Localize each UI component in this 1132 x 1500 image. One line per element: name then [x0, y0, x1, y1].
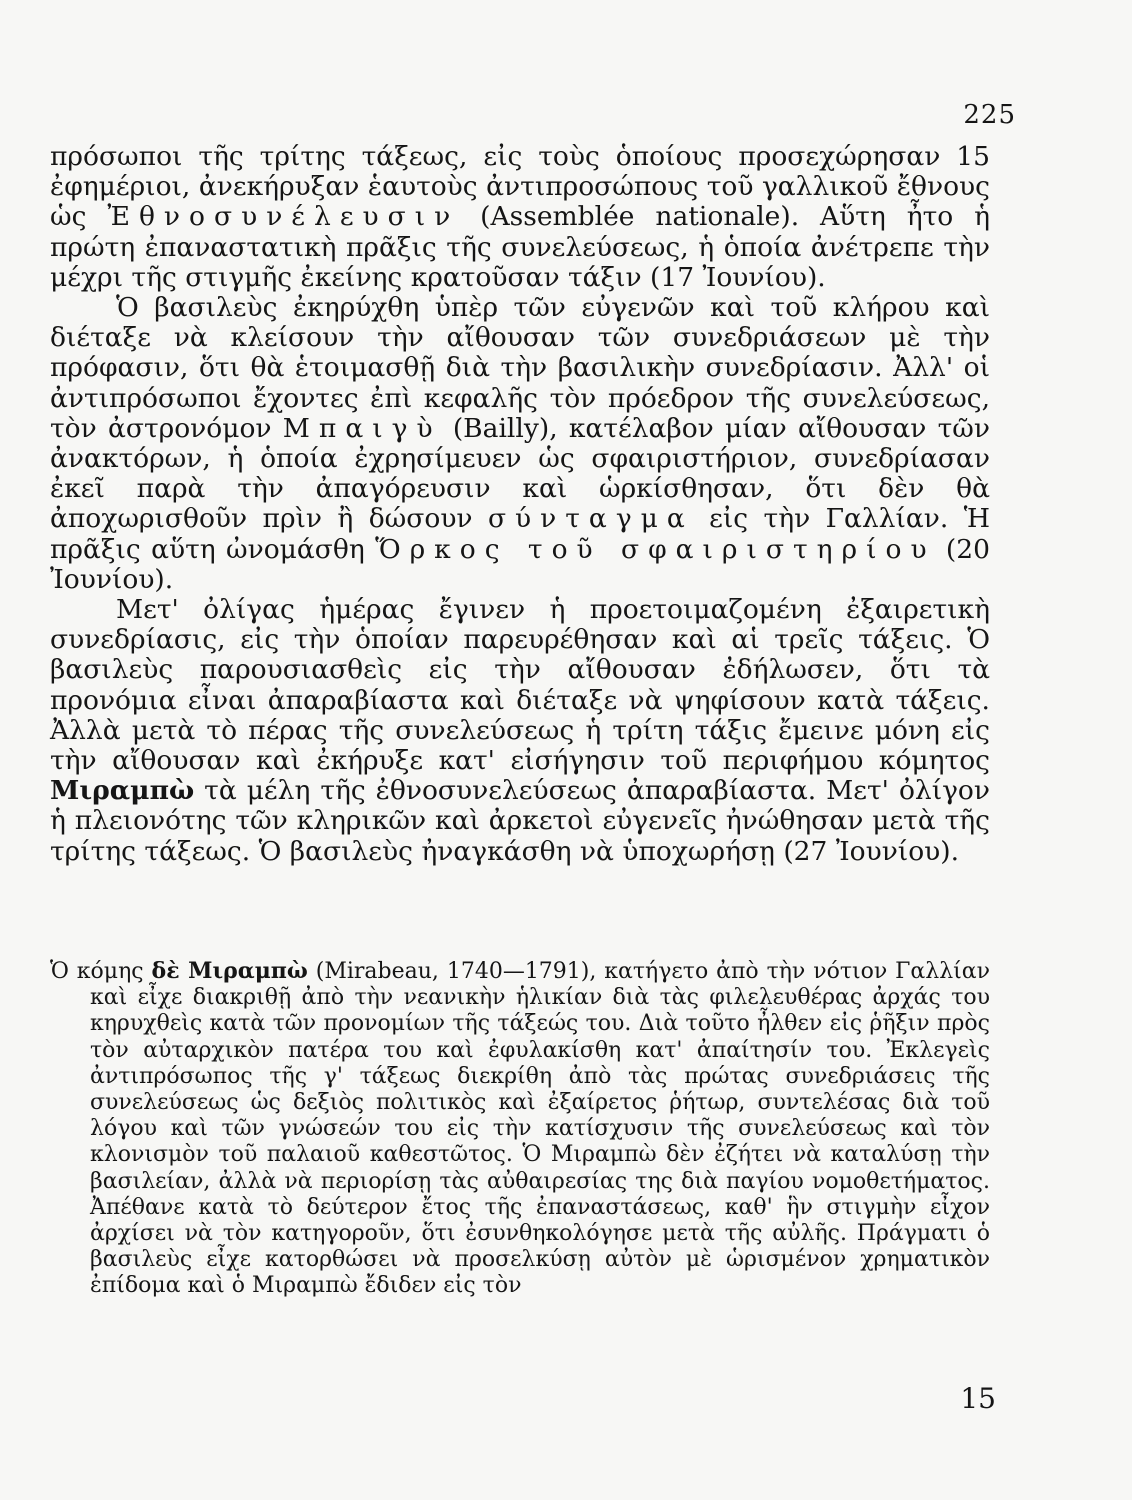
- spaced-term-oath: Ὅρκος τοῦ σφαιριστηρίου: [375, 533, 936, 565]
- paragraph-3-text-b: τὰ μέλη τῆς ἐθνοσυνελεύσεως ἀπαραβίαστα. Μετ' ὀλίγον ἡ πλειονότης τῶν κληρικῶν καὶ ἀρκετοὶ εὐγενεῖς ἠνώθησαν μετὰ τῆς τρίτης τάξεως. Ὁ βασιλεὺς ἠναγκάσθη νὰ ὑποχωρήσῃ (27 Ἰουνίου).: [50, 775, 990, 867]
- paragraph-2-text-b: (Bailly), κατέλαβον μίαν αἴθουσαν τῶν ἀνακτόρων, ἡ ὁποία ἐχρησίμευεν ὡς σφαιριστήριον, συνεδρίασαν ἐκεῖ παρὰ τὴν ἀπαγόρευσιν καὶ ὡρκίσθησαν, ὅτι δὲν θὰ ἀποχωρισθοῦν πρὶν ἢ δώσουν: [50, 412, 990, 535]
- footnote-bold-term: δὲ Μιραμπὼ: [151, 958, 308, 984]
- paragraph-2: [50, 293, 990, 595]
- paragraph-1: [50, 142, 990, 293]
- paragraph-1-text-b: (Assemblée nationale). Αὕτη ἦτο ἡ πρώτη ἐπαναστατικὴ πρᾶξις τῆς συνελεύσεως, ἡ ὁποία ἀνέτρεπε τὴν μέχρι τῆς στιγμῆς ἐκείνης κρατοῦσαν τάξιν (17 Ἰουνίου).: [50, 201, 991, 293]
- footnote: [50, 958, 990, 1300]
- bold-term-mirabeau: Μιραμπὼ: [50, 775, 195, 807]
- paragraph-2-text-a: Ὁ βασιλεὺς ἐκηρύχθη ὑπὲρ τῶν εὐγενῶν καὶ τοῦ κλήρου καὶ διέταξε νὰ κλείσουν τὴν αἴθουσαν τῶν συνεδριάσεων μὲ τὴν πρόφασιν, ὅτι θὰ ἑτοιμασθῇ διὰ τὴν βασιλικὴν συνεδρίασιν. Ἀλλ' οἱ ἀντιπρόσωποι ἔχοντες ἐπὶ κεφαλῆς τὸν πρόεδρον τῆς συνελεύσεως, τὸν ἀστρονόμον: [50, 292, 990, 444]
- paragraph-2-text-d: (20 Ἰουνίου).: [50, 533, 990, 595]
- footnote-text-a: Ὁ κόμης: [50, 959, 152, 984]
- footnote-text-b: (Mirabeau, 1740—1791), κατήγετο ἀπὸ τὴν νότιον Γαλλίαν καὶ εἶχε διακριθῇ ἀπὸ τὴν νεανικὴν ἡλικίαν διὰ τὰς φιλελευθέρας ἀρχάς του κηρυχθεὶς κατὰ τῶν προνομίων τῆς τάξεώς του. Διὰ τοῦτο ἦλθεν εἰς ῥῆξιν πρὸς τὸν αὐταρχικὸν πατέρα του καὶ ἐφυλακίσθη κατ' ἀπαίτησίν του. Ἐκλεγεὶς ἀντιπρόσωπος τῆς γ' τάξεως διεκρίθη ἀπὸ τὰς πρώτας συνεδριάσεις τῆς συνελεύσεως ὡς δεξιὸς πολιτικὸς καὶ ἐξαίρετος ῥήτωρ, συντελέσας διὰ τοῦ λόγου καὶ τῶν γνώσεών του εἰς τὴν κατίσχυσιν τῆς συνελεύσεως καὶ τὸν κλονισμὸν τοῦ παλαιοῦ καθεστῶτος. Ὁ Μιραμπὼ δὲν ἐζήτει νὰ καταλύσῃ τὴν βασιλείαν, ἀλλὰ νὰ περιορίσῃ τὰς αὐθαιρεσίας της διὰ παγίου νομοθετήματος. Ἀπέθανε κατὰ τὸ δεύτερον ἔτος τῆς ἐπαναστάσεως, καθ' ἣν στιγμὴν εἶχον ἀρχίσει νὰ τὸν κατηγοροῦν, ὅτι ἐσυνθηκολόγησε μετὰ τῆς αὐλῆς. Πράγματι ὁ βασιλεὺς εἶχε κατορθώσει νὰ προσελκύσῃ αὐτὸν μὲ ὡρισμένον χρηματικὸν ἐπίδομα καὶ ὁ Μιραμπὼ ἔδιδεν εἰς τὸν: [90, 959, 991, 1299]
- paragraph-3-text-a: Μετ' ὀλίγας ἡμέρας ἔγινεν ἡ προετοιμαζομένη ἐξαιρετικὴ συνεδρίασις, εἰς τὴν ὁποίαν παρευρέθησαν καὶ αἱ τρεῖς τάξεις. Ὁ βασιλεὺς παρουσιασθεὶς εἰς τὴν αἴθουσαν ἐδήλωσεν, ὅτι τὰ προνόμια εἶναι ἀπαραβίαστα καὶ διέταξε νὰ ψηφίσουν κατὰ τάξεις. Ἀλλὰ μετὰ τὸ πέρας τῆς συνελεύσεως ἡ τρίτη τάξις ἔμεινε μόνη εἰς τὴν αἴθουσαν καὶ ἐκήρυξε κατ' εἰσήγησιν τοῦ περιφήμου κόμητος: [50, 594, 990, 777]
- paragraph-1-text-a: πρόσωποι τῆς τρίτης τάξεως, εἰς τοὺς ὁποίους προσεχώρησαν 15 ἐφημέριοι, ἀνεκήρυξαν ἑαυτοὺς ἀντιπροσώπους τοῦ γαλλικοῦ ἔθνους ὡς: [50, 141, 990, 233]
- main-text: [50, 142, 990, 867]
- spaced-term-bailly: Μπαιγὺ: [282, 412, 442, 444]
- paragraph-2-text-c: εἰς τὴν Γαλλίαν. Ἡ πρᾶξις αὕτη ὠνομάσθη: [50, 503, 990, 565]
- spaced-term-syntagma: σύνταγμα: [487, 503, 694, 535]
- paragraph-3: [50, 595, 990, 867]
- page-number: 225: [963, 100, 1016, 130]
- spaced-term-ethnosynelefsis: Ἐθνοσυνέλευσιν: [107, 201, 460, 233]
- sheet-number: 15: [960, 1382, 996, 1415]
- footnote-paragraph: [50, 958, 990, 1300]
